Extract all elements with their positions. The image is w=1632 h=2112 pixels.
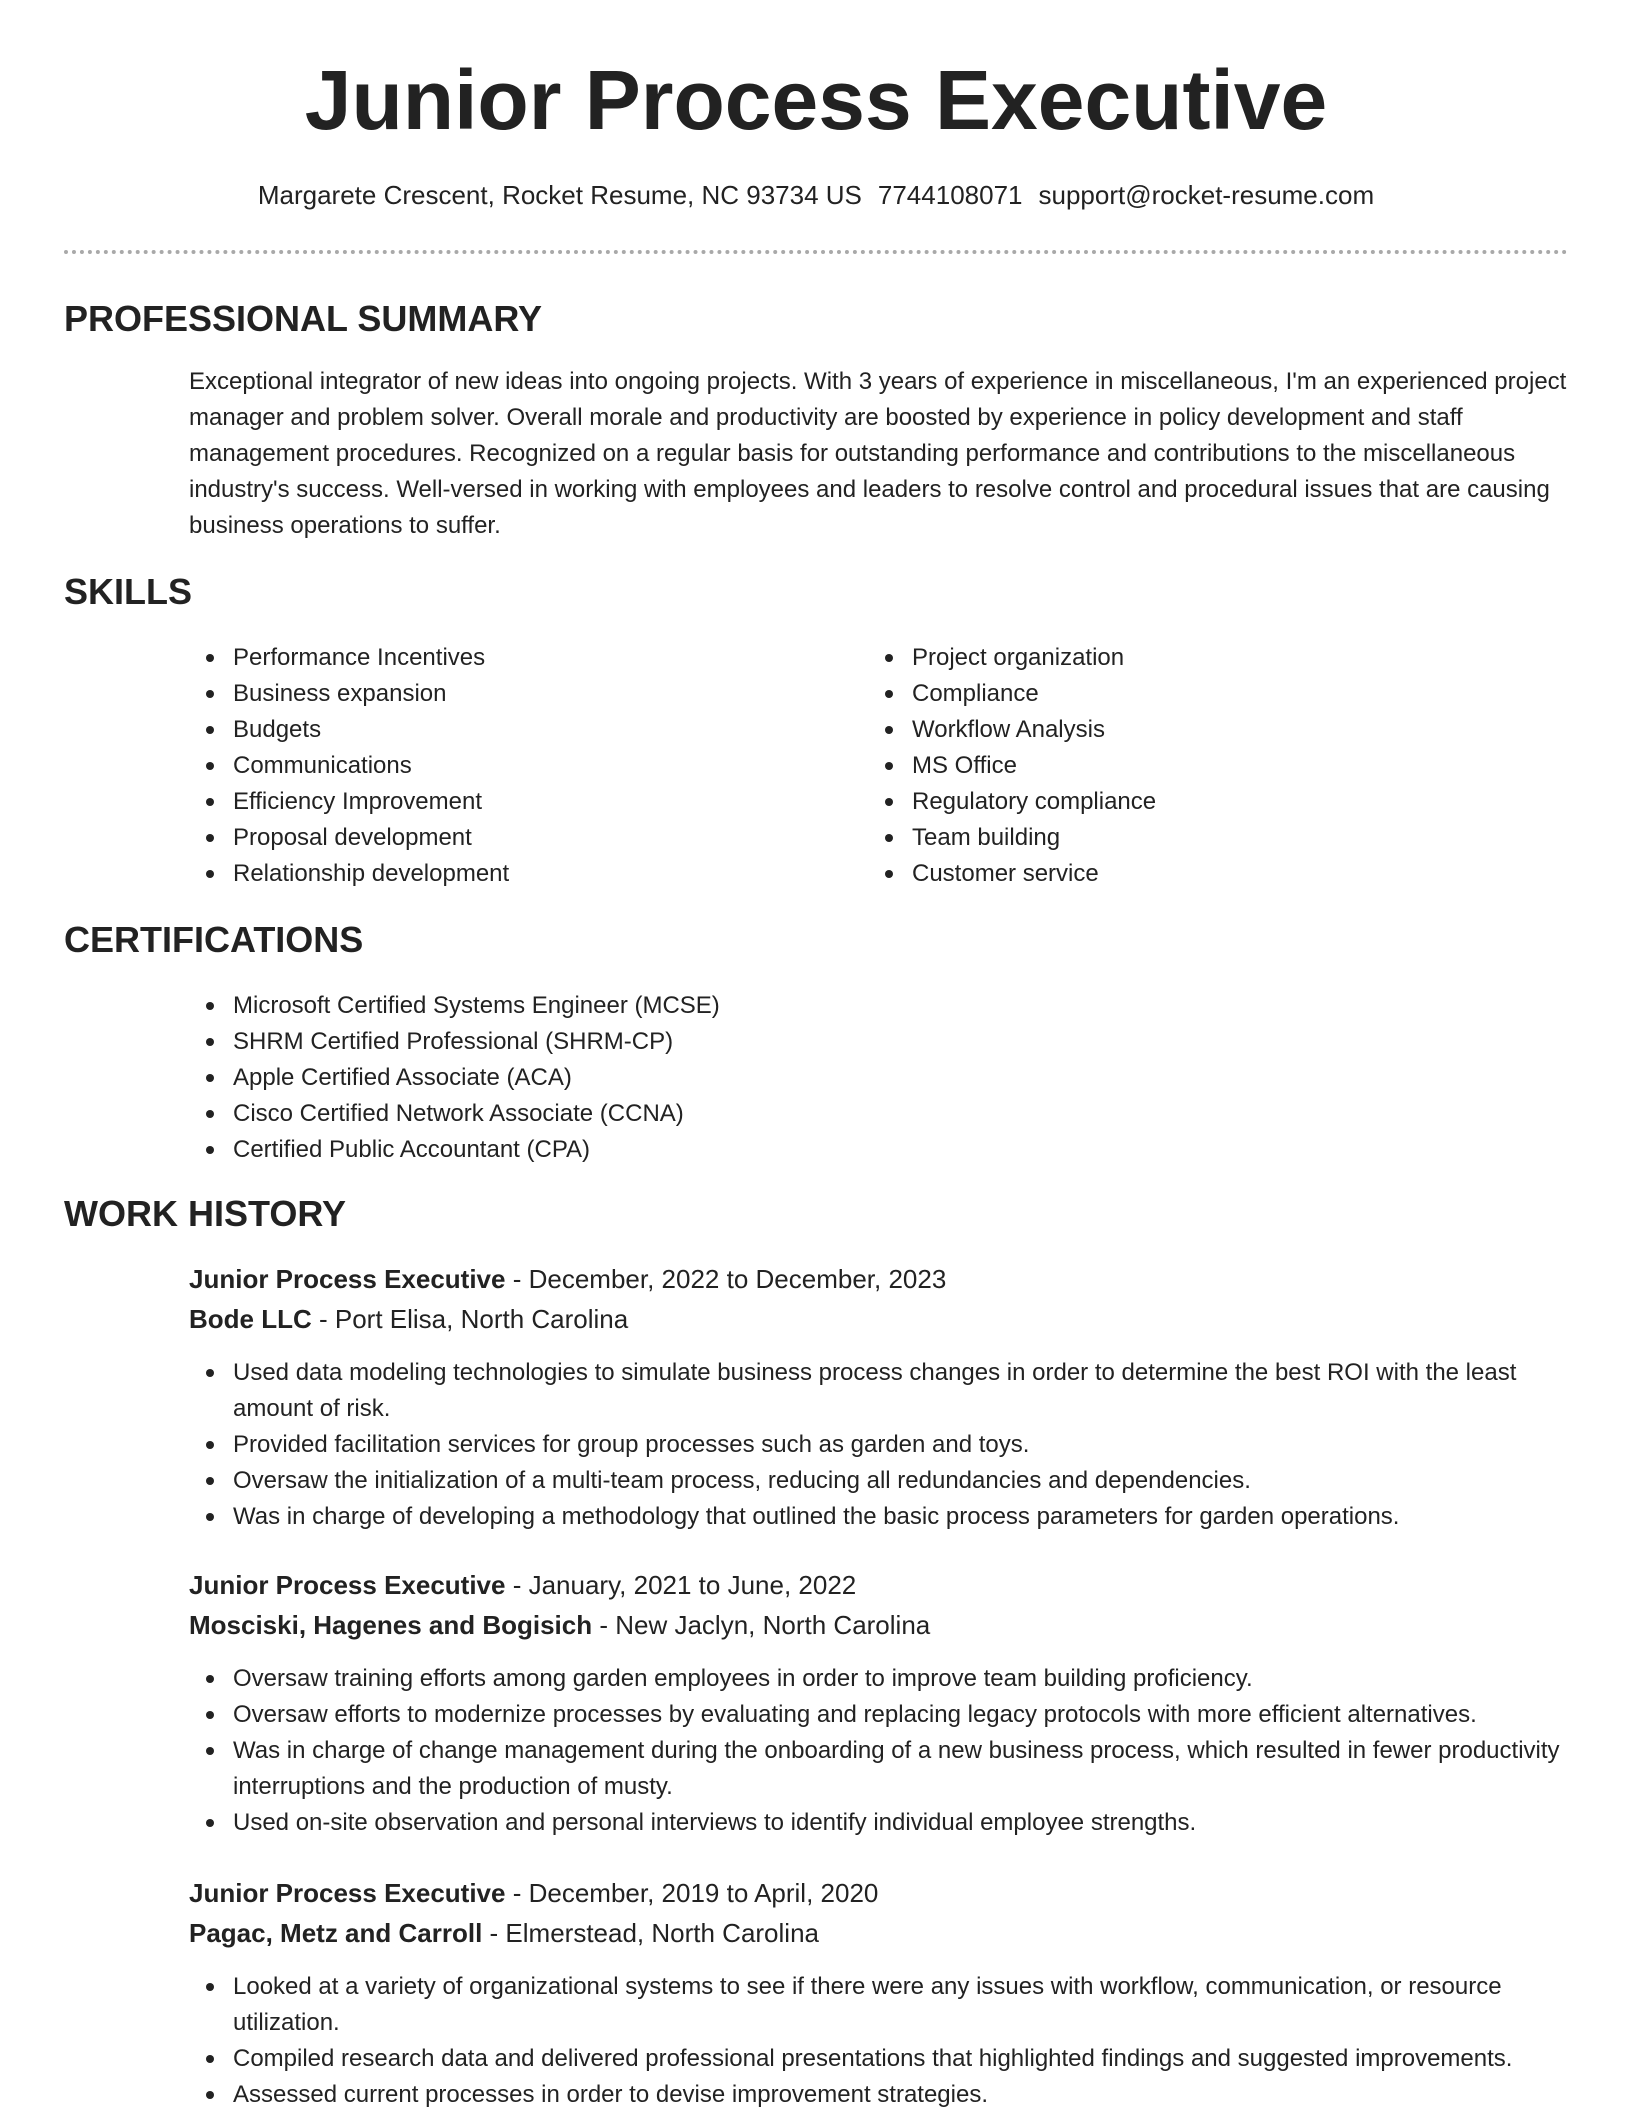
job-company: Bode LLC: [189, 1304, 312, 1334]
skill-item: MS Office: [868, 748, 1508, 784]
job-bullet: Used on-site observation and personal interviews to identify individual employee strengths.: [189, 1805, 1569, 1841]
job-title-line: [189, 1570, 856, 1601]
summary-text: Exceptional integrator of new ideas into ongoing projects. With 3 years of experience in miscellaneous, I'm an experienced project manager and problem solver. Overall morale and productivity are boosted by experience in policy development and staff management procedures. Recognized on a regular basis for outstanding performance and contributions to the miscellaneous industry's success. Well-versed in working with employees and leaders to resolve control and procedural issues that are causing business operations to suffer.: [189, 368, 1567, 539]
job-bullets: [189, 1969, 1569, 2112]
job-company: Pagac, Metz and Carroll: [189, 1918, 483, 1948]
job-location: - Port Elisa, North Carolina: [311, 1304, 629, 1334]
job-bullet: Assessed current processes in order to devise improvement strategies.: [189, 2077, 1569, 2112]
job-bullet: Was in charge of change management during the onboarding of a new business process, which resulted in fewer productivity interruptions and the production of musty.: [189, 1733, 1569, 1805]
skill-item: Business expansion: [189, 676, 829, 712]
skill-item: Team building: [868, 820, 1508, 856]
certifications-list: [189, 988, 1189, 1168]
skill-item: Regulatory compliance: [868, 784, 1508, 820]
job-bullet: Oversaw efforts to modernize processes by evaluating and replacing legacy protocols with more efficient alternatives.: [189, 1697, 1569, 1733]
certification-item: Certified Public Accountant (CPA): [189, 1132, 1189, 1168]
skill-item: Communications: [189, 748, 829, 784]
job-role: Junior Process Executive: [189, 1264, 506, 1294]
skill-item: Customer service: [868, 856, 1508, 892]
job-bullet: Provided facilitation services for group processes such as garden and toys.: [189, 1427, 1569, 1463]
job-company-line: [189, 1304, 628, 1335]
job-bullets: [189, 1661, 1569, 1841]
job-bullet: Oversaw the initialization of a multi-team process, reducing all redundancies and dependencies.: [189, 1463, 1569, 1499]
contact-line: [0, 180, 1632, 211]
skill-item: Budgets: [189, 712, 829, 748]
skills-list-left: [189, 640, 829, 892]
skill-item: Relationship development: [189, 856, 829, 892]
contact-email: support@rocket-resume.com: [1038, 180, 1375, 210]
job-bullets: [189, 1355, 1569, 1535]
skills-list-right: [868, 640, 1508, 892]
job-role: Junior Process Executive: [189, 1878, 506, 1908]
certifications-heading: CERTIFICATIONS: [64, 919, 364, 960]
skill-item: Efficiency Improvement: [189, 784, 829, 820]
job-bullet: Used data modeling technologies to simulate business process changes in order to determine the best ROI with the least amount of risk.: [189, 1355, 1569, 1427]
work-history-heading: WORK HISTORY: [64, 1193, 347, 1234]
job-bullet: Looked at a variety of organizational systems to see if there were any issues with workflow, communication, or resource utilization.: [189, 1969, 1569, 2041]
job-role: Junior Process Executive: [189, 1570, 506, 1600]
header-divider: [64, 250, 1568, 254]
skill-item: Workflow Analysis: [868, 712, 1508, 748]
job-dates: - January, 2021 to June, 2022: [505, 1570, 857, 1600]
skill-item: Proposal development: [189, 820, 829, 856]
job-location: - New Jaclyn, North Carolina: [592, 1610, 931, 1640]
skill-item: Project organization: [868, 640, 1508, 676]
job-bullet: Was in charge of developing a methodology that outlined the basic process parameters for garden operations.: [189, 1499, 1569, 1535]
job-title-line: [189, 1264, 946, 1295]
job-bullet: Oversaw training efforts among garden employees in order to improve team building proficiency.: [189, 1661, 1569, 1697]
job-dates: - December, 2022 to December, 2023: [505, 1264, 947, 1294]
skill-item: Compliance: [868, 676, 1508, 712]
skill-item: Performance Incentives: [189, 640, 829, 676]
job-location: - Elmerstead, North Carolina: [482, 1918, 819, 1948]
certification-item: Apple Certified Associate (ACA): [189, 1060, 1189, 1096]
skills-heading: SKILLS: [64, 571, 193, 612]
contact-phone: 7744108071: [877, 180, 1023, 210]
job-dates: - December, 2019 to April, 2020: [505, 1878, 879, 1908]
certification-item: SHRM Certified Professional (SHRM-CP): [189, 1024, 1189, 1060]
certification-item: Cisco Certified Network Associate (CCNA): [189, 1096, 1189, 1132]
resume-name: Junior Process Executive: [304, 53, 1328, 147]
contact-address: Margarete Crescent, Rocket Resume, NC 93734 US: [257, 180, 862, 210]
certification-item: Microsoft Certified Systems Engineer (MCSE): [189, 988, 1189, 1024]
job-title-line: [189, 1878, 878, 1909]
job-company: Mosciski, Hagenes and Bogisich: [189, 1610, 593, 1640]
job-company-line: [189, 1918, 819, 1949]
summary-heading: PROFESSIONAL SUMMARY: [64, 298, 543, 339]
job-bullet: Compiled research data and delivered professional presentations that highlighted findings and suggested improvements.: [189, 2041, 1569, 2077]
job-company-line: [189, 1610, 930, 1641]
